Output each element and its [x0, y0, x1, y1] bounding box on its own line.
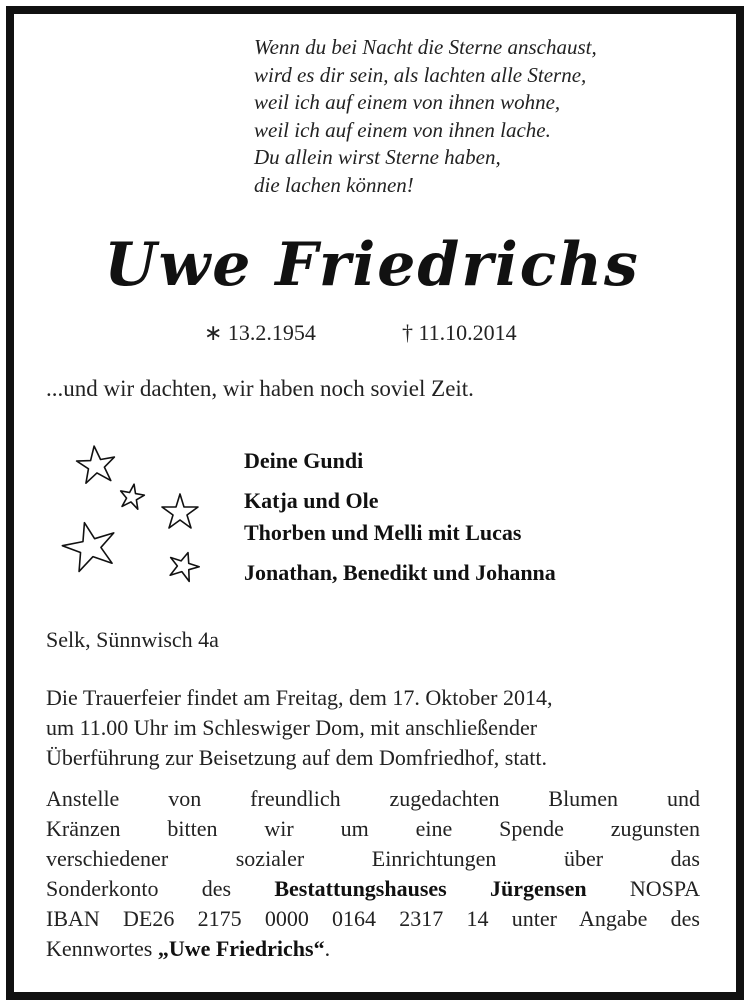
star-icon	[118, 482, 146, 510]
donation-line: Anstelle von freundlich zugedachten Blumen und	[46, 786, 700, 811]
star-icon	[60, 516, 121, 573]
address: Selk, Sünnwisch 4a	[46, 627, 219, 652]
family-line: Thorben und Melli mit Lucas	[244, 520, 522, 545]
quote: ...und wir dachten, wir haben noch soviel Zeit.	[46, 376, 474, 401]
funeral-info	[46, 683, 700, 773]
donation-line: IBAN DE26 2175 0000 0164 2317 14 unter Angabe des	[46, 906, 700, 931]
family-line: Jonathan, Benedikt und Johanna	[244, 560, 556, 585]
poem-line: die lachen können!	[254, 172, 414, 197]
poem-line: weil ich auf einem von ihnen lache.	[254, 117, 551, 142]
text: .	[324, 936, 331, 961]
poem-line: wird es dir sein, als lachten alle Sterne,	[254, 62, 587, 87]
poem-line: Wenn du bei Nacht die Sterne anschaust,	[254, 35, 597, 59]
deceased-name: Uwe Friedrichs	[104, 230, 640, 300]
star-icon	[75, 444, 117, 484]
star-icon	[162, 494, 198, 528]
poem-line: weil ich auf einem von ihnen wohne,	[254, 90, 561, 114]
family-line: Katja und Ole	[244, 488, 379, 513]
funeral-line: Überführung zur Beisetzung auf dem Domfriedhof, statt.	[46, 745, 547, 770]
text: NOSPA	[629, 876, 701, 901]
text: Sonderkonto des	[46, 876, 232, 901]
donation-info	[46, 784, 700, 964]
poem-line: Du allein wirst Sterne haben,	[254, 145, 501, 169]
stars-decoration	[60, 444, 220, 594]
star-icon	[165, 548, 202, 583]
birth-date: ∗ 13.2.1954	[204, 320, 316, 345]
keyword: „Uwe Friedrichs“	[157, 936, 325, 961]
donation-line: Kränzen bitten wir um eine Spende zugunsten	[46, 816, 700, 841]
poem	[254, 34, 704, 199]
donation-line	[46, 934, 700, 964]
donation-line	[46, 874, 700, 904]
text: Kennwortes	[46, 936, 153, 961]
funeral-home-name: Bestattungshauses Jürgensen	[274, 876, 587, 901]
death-date: † 11.10.2014	[402, 320, 517, 345]
funeral-line: Die Trauerfeier findet am Freitag, dem 17. Oktober 2014,	[46, 685, 553, 710]
funeral-line: um 11.00 Uhr im Schleswiger Dom, mit anschließender	[46, 715, 538, 740]
donation-line: verschiedener sozialer Einrichtungen über das	[46, 846, 700, 871]
family-line: Deine Gundi	[244, 448, 364, 473]
